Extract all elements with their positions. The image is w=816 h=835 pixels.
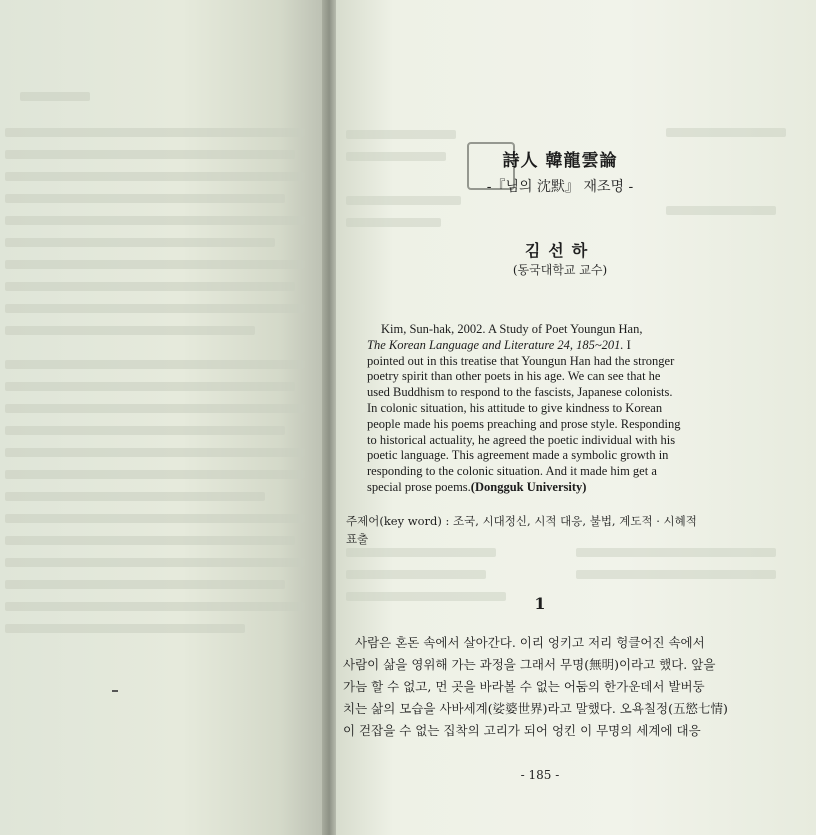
keywords-line: 주제어(key word) : 조국, 시대정신, 시적 대응, 불법, 계도적 · 시혜적 [346, 514, 697, 528]
abstract-line: The Korean Language and Literature 24, 185~201. I [367, 337, 631, 352]
section-number: 1 [534, 594, 546, 613]
abstract-line: to historical actuality, he agreed the poetic individual with his [367, 432, 676, 447]
body-line: 치는 삶의 모습을 사바세계(娑婆世界)라고 말했다. 오욕칠정(五慾七情) [343, 701, 728, 716]
abstract-line: poetry spirit than other poets in his age. We can see that he [367, 369, 661, 384]
abstract-line: special prose poems.(Dongguk University) [367, 479, 587, 494]
body-line: 사람은 혼돈 속에서 살아간다. 이리 엉키고 저리 헝클어진 속에서 [355, 635, 705, 650]
abstract-line: pointed out in this treatise that Youngun Han had the stronger [367, 353, 675, 368]
page-number: - 185 - [520, 768, 560, 782]
abstract-line: Kim, Sun-hak, 2002. A Study of Poet Youngun Han, [381, 322, 643, 336]
stray-mark [112, 690, 118, 692]
article-title: 詩人 韓龍雲論 [502, 151, 618, 171]
abstract-line: people made his poems preaching and prose style. Responding [367, 416, 681, 431]
body-line: 가늠 할 수 없고, 먼 곳을 바라볼 수 없는 어둠의 한가운데서 발버둥 [343, 679, 705, 694]
author-affiliation: (동국대학교 교수) [512, 263, 608, 277]
abstract-line: used Buddhism to respond to the fascists, Japanese colonists. [367, 385, 673, 400]
abstract [367, 322, 715, 496]
author-name: 김선하 [524, 241, 596, 260]
abstract-line: responding to the colonic situation. And it made him get a [367, 464, 657, 479]
left-page-blurred [0, 0, 330, 835]
keywords [346, 512, 756, 548]
keywords-line: 표출 [346, 532, 369, 546]
body-line: 이 걷잡을 수 없는 집착의 고리가 되어 엉킨 이 무명의 세계에 대응 [343, 723, 701, 738]
abstract-line: In colonic situation, his attitude to give kindness to Korean [367, 400, 663, 415]
abstract-line: poetic language. This agreement made a symbolic growth in [367, 448, 669, 463]
article-subtitle: -『님의 沈默』 재조명 - [486, 179, 634, 195]
body-text [343, 632, 753, 742]
body-line: 사람이 삶을 영위해 가는 과정을 그래서 무명(無明)이라고 했다. 앞을 [343, 657, 716, 672]
